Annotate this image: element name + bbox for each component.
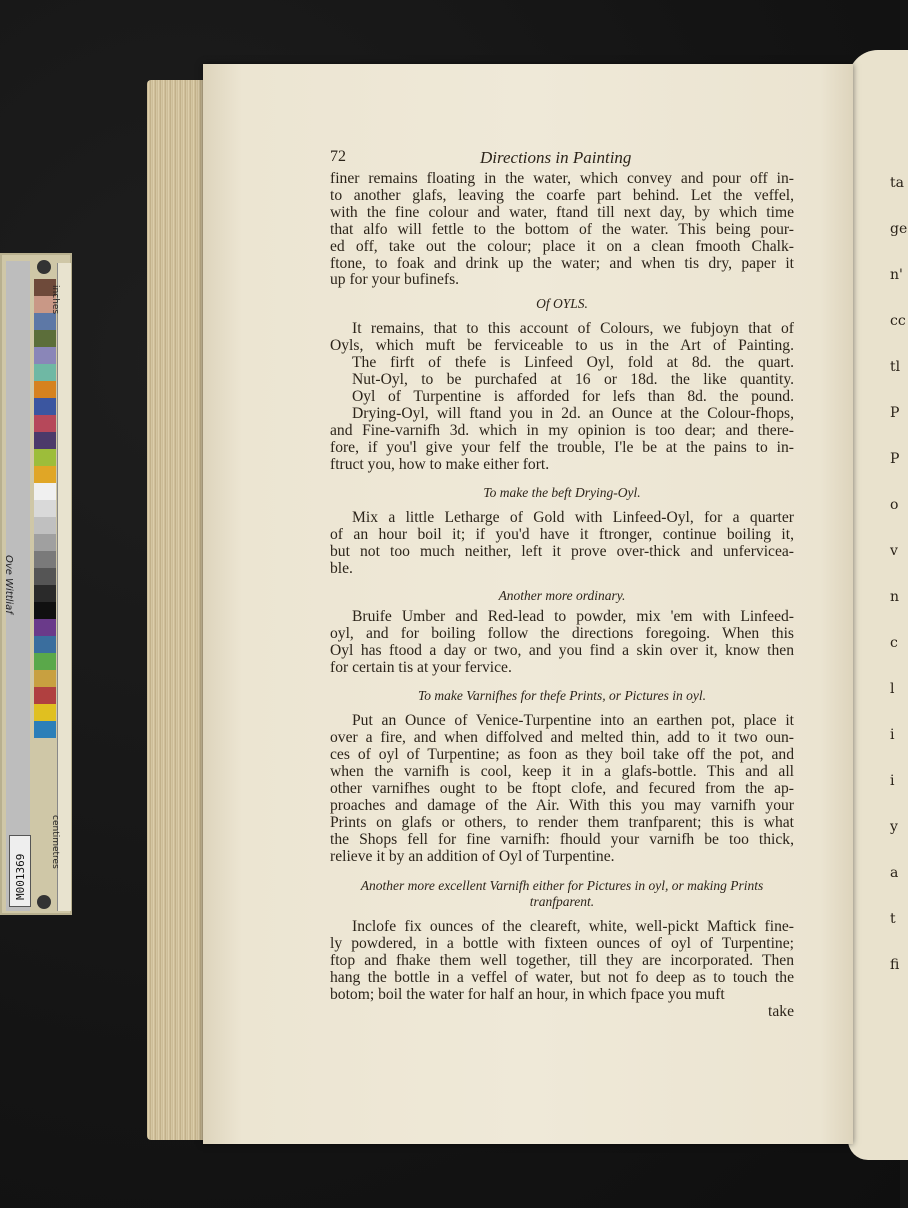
text-line: ftop and fhake them well together, till they are incorporated. Then <box>330 952 794 970</box>
text-line: hang the bottle in a veffel of water, but not fo deep as to touch the <box>330 969 794 987</box>
text-line: ly powdered, in a bottle with fixteen ounces of oyl of Turpentine; <box>330 935 794 953</box>
target-inches-label: inches <box>50 285 60 315</box>
color-calibration-target <box>0 253 72 915</box>
text-line: when the varnifh is cool, keep it in a glafs-bottle. This and all <box>330 763 794 781</box>
text-line: Oyl of Turpentine is afforded for lefs than 8d. the pound. <box>352 387 794 405</box>
target-cm-label: centimetres <box>50 815 60 869</box>
text-line: ble. <box>330 560 353 578</box>
color-swatch <box>34 432 56 449</box>
text-line: botom; boil the water for half an hour, in which fpace you muft <box>330 985 725 1003</box>
text-line: ftruct you, how to make either fort. <box>330 455 550 473</box>
heading-another: Another more ordinary. <box>498 587 626 603</box>
text-line: for certain tis at your fervice. <box>330 658 512 676</box>
paragraph-oyls <box>330 321 794 473</box>
paragraph-another <box>330 609 794 677</box>
color-swatch <box>34 551 56 568</box>
text-line: Oyls, which muft be ferviceable to us in the Art of Painting. <box>330 337 794 355</box>
color-swatch <box>34 534 56 551</box>
text-line: Prints on glafs or others, to render them tranfparent; this is what <box>330 813 794 831</box>
color-swatch <box>34 517 56 534</box>
catchword: take <box>768 1002 794 1020</box>
text-line: ces of oyl of Turpentine; as foon as they boil take off the pot, and <box>330 746 794 764</box>
target-id: M001369 <box>14 853 27 900</box>
text-line: that alfo will fettle to the bottom of the water. This being pour- <box>330 220 794 238</box>
color-swatch <box>34 398 56 415</box>
text-line: relieve it by an addition of Oyl of Turpentine. <box>330 847 615 865</box>
text-line: Oyl has ftood a day or two, and you find a skin over it, know then <box>330 641 794 659</box>
color-swatch <box>34 466 56 483</box>
text-line: Nut-Oyl, to be purchafed at 16 or 18d. the like quantity. <box>352 370 794 388</box>
text-line: other varnifhes ought to be ftopt clofe, and fecured from the ap- <box>330 780 794 797</box>
color-swatch <box>34 347 56 364</box>
color-swatch <box>34 670 56 687</box>
text-line: and Fine-varnifh 3d. which in my opinion is too dear; and there- <box>330 421 794 439</box>
color-swatch <box>34 415 56 432</box>
color-swatch <box>34 500 56 517</box>
text-line: ftone, to foak and drink up the water; and when tis dry, paper it <box>330 254 794 272</box>
text-line: but not too much neither, left it prove over-thick and unfervicea- <box>330 543 794 561</box>
color-swatch <box>34 330 56 347</box>
color-swatch <box>34 585 56 602</box>
target-dot-top <box>37 260 51 274</box>
facing-page-letter: o <box>890 497 899 513</box>
paragraph-excellent-varnish <box>330 919 794 1004</box>
facing-page-letter: n' <box>890 267 903 283</box>
color-swatch <box>34 449 56 466</box>
target-ruler <box>57 263 71 911</box>
running-header <box>330 148 794 168</box>
text-line: proaches and damage of the Air. With this you may varnifh your <box>330 796 794 814</box>
facing-page-letter: i <box>890 773 895 789</box>
text-line: Put an Ounce of Venice-Turpentine into an earthen pot, place it <box>352 712 794 730</box>
heading-excellent-line-2: tranfparent. <box>529 894 595 910</box>
text-line: It remains, that to this account of Colours, we fubjoyn that of <box>352 320 794 338</box>
color-swatch <box>34 721 56 738</box>
facing-page-letter: fi <box>890 957 900 973</box>
facing-page-letter: i <box>890 727 895 743</box>
facing-page-letter: c <box>890 635 898 651</box>
color-swatch <box>34 619 56 636</box>
facing-page-letter: tl <box>890 359 901 375</box>
facing-page-letter: a <box>890 865 899 881</box>
facing-page-letter: l <box>890 681 895 697</box>
text-line: of an hour boil it; if you'd have it ftronger, continue boiling it, <box>330 526 794 544</box>
heading-drying-oyl: To make the beft Drying-Oyl. <box>483 485 641 501</box>
facing-page-letter: v <box>890 543 898 559</box>
text-line: Mix a little Letharge of Gold with Linfeed-Oyl, for a quarter <box>352 509 794 527</box>
facing-page-letter: cc <box>890 313 906 329</box>
facing-page-letter: P <box>890 405 900 421</box>
text-line: Drying-Oyl, will ftand you in 2d. an Ounce at the Colour-fhops, <box>352 404 794 422</box>
target-brand-label: Ove Wittliaf <box>3 555 14 614</box>
text-line: finer remains floating in the water, which convey and pour off in- <box>330 170 794 187</box>
target-swatches <box>34 279 56 738</box>
target-id-box <box>9 835 31 907</box>
running-title: Directions in Painting <box>480 148 632 167</box>
text-line: Inclofe fix ounces of the cleareft, white, well-pickt Maftick fine- <box>352 918 794 936</box>
page-text <box>330 171 794 1021</box>
heading-excellent-varnish <box>330 878 794 912</box>
paragraph-drying-oyl <box>330 510 794 578</box>
text-line: over a fire, and when diffolved and melted thin, add to it two oun- <box>330 729 794 747</box>
facing-page-letter: P <box>890 451 900 467</box>
heading-varnish: To make Varnifhes for thefe Prints, or Pictures in oyl. <box>417 688 707 704</box>
text-line: oyl, and for boiling follow the directions foregoing. When this <box>330 624 794 642</box>
text-line: ed off, take out the colour; place it on a clean fmooth Chalk- <box>330 237 794 255</box>
color-swatch <box>34 602 56 619</box>
color-swatch <box>34 381 56 398</box>
text-line: up for your bufinefs. <box>330 271 460 289</box>
color-swatch <box>34 313 56 330</box>
text-line: the Shops fell for fine varnifh: fhould your varnifh be too thick, <box>330 830 794 848</box>
text-line: fore, if you'l give your felf the trouble, I'le be at the pains to in- <box>330 438 794 456</box>
facing-page-letter: ge <box>890 221 908 237</box>
color-swatch <box>34 364 56 381</box>
paragraph-varnish <box>330 713 794 865</box>
target-dot-bottom <box>37 895 51 909</box>
facing-page-letter: n <box>890 589 900 605</box>
color-swatch <box>34 687 56 704</box>
facing-page-letter: ta <box>890 175 904 191</box>
color-swatch <box>34 704 56 721</box>
heading-excellent-line-1: Another more excellent Varnifh either for Pictures in oyl, or making Prints <box>360 877 764 893</box>
text-line: The firft of thefe is Linfeed Oyl, fold at 8d. the quart. <box>352 354 794 372</box>
color-swatch <box>34 483 56 500</box>
heading-oyls: Of OYLS. <box>536 296 588 312</box>
color-swatch <box>34 653 56 670</box>
color-swatch <box>34 636 56 653</box>
facing-page-letter: t <box>890 911 896 927</box>
text-line: with the fine colour and water, ftand till next day, by which time <box>330 203 794 221</box>
page-edges <box>147 80 209 1140</box>
facing-page-fragment <box>848 50 908 1160</box>
text-line: to another glafs, leaving the coarfe part behind. Let the veffel, <box>330 186 794 204</box>
page-number: 72 <box>330 148 346 165</box>
facing-page-letter: y <box>890 819 898 835</box>
color-swatch <box>34 568 56 585</box>
text-line: Bruife Umber and Red-lead to powder, mix 'em with Linfeed- <box>352 607 794 625</box>
paragraph-intro <box>330 171 794 289</box>
